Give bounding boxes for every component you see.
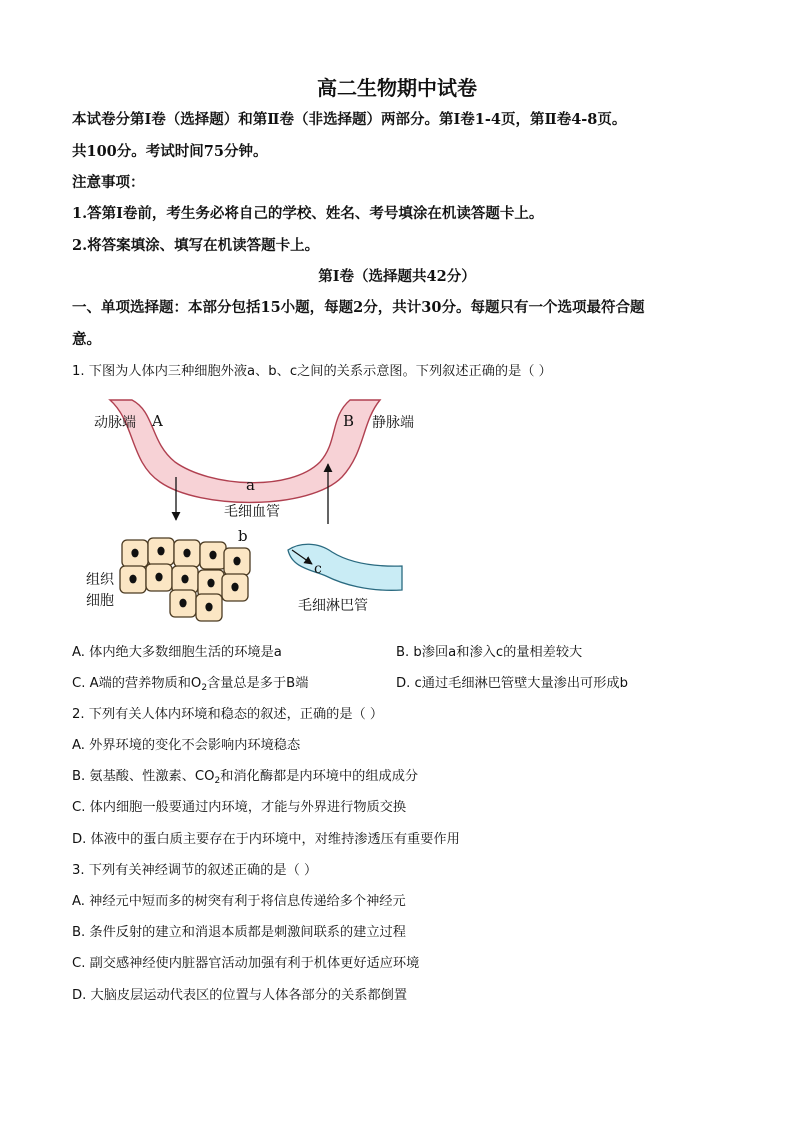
notes-item-1: 1.答第Ⅰ卷前，考生务必将自己的学校、姓名、考号填涂在机读答题卡上。 [72, 205, 544, 222]
cell-nucleus [157, 547, 164, 556]
cell-nucleus [131, 549, 138, 558]
label-a: a [246, 476, 255, 494]
notes-heading: 注意事项： [72, 174, 145, 191]
lymph-capillary [288, 544, 402, 590]
cell-nucleus [207, 579, 214, 588]
label-tissue-line-1: 组织 [86, 572, 114, 588]
cell-nucleus [155, 573, 162, 582]
question-3-stem: 3. 下列有关神经调节的叙述正确的是（ ） [72, 863, 318, 878]
label-B: B [343, 412, 355, 430]
question-3-option-b: B. 条件反射的建立和消退本质都是刺激间联系的建立过程 [72, 925, 406, 940]
cell-nucleus [183, 549, 190, 558]
intro-line-1: 本试卷分第Ⅰ卷（选择题）和第Ⅱ卷（非选择题）两部分。第Ⅰ卷1-4页，第Ⅱ卷4-8页。 [72, 111, 627, 128]
label-lymph-capillary: 毛细淋巴管 [298, 598, 368, 614]
question-3-option-d: D. 大脑皮层运动代表区的位置与人体各部分的关系都倒置 [72, 988, 408, 1003]
question-2-option-d: D. 体液中的蛋白质主要存在于内环境中，对维持渗透压有重要作用 [72, 832, 460, 847]
label-vein-end: 静脉端 [372, 415, 414, 431]
notes-item-2: 2.将答案填涂、填写在机读答题卡上。 [72, 237, 320, 254]
tissue-cells [120, 538, 250, 621]
question-1-option-d: D. c通过毛细淋巴管壁大量渗出可形成b [396, 676, 628, 691]
question-1-stem: 1. 下图为人体内三种细胞外液a、b、c之间的关系示意图。下列叙述正确的是（ ） [72, 364, 552, 379]
intro-line-2: 共100分。考试时间75分钟。 [72, 143, 268, 160]
cell-nucleus [129, 575, 136, 584]
label-A: A [152, 412, 163, 430]
cell-nucleus [179, 599, 186, 608]
label-b: b [238, 527, 248, 545]
part1-instruction-line-1: 一、单项选择题：本部分包括15小题，每题2分，共计30分。每题只有一个选项最符合题 [72, 299, 645, 316]
cell-nucleus [209, 551, 216, 560]
label-capillary: 毛细血管 [224, 504, 280, 520]
part1-instruction-line-2: 意。 [72, 331, 101, 348]
question-2-option-a: A. 外界环境的变化不会影响内环境稳态 [72, 738, 301, 753]
question-3-option-a: A. 神经元中短而多的树突有利于将信息传递给多个神经元 [72, 894, 406, 909]
question-1-option-b: B. b渗回a和渗入c的量相差较大 [396, 645, 583, 660]
label-c: c [314, 561, 322, 577]
label-tissue-line-2: 细胞 [86, 593, 114, 609]
label-artery-end: 动脉端 [94, 415, 136, 431]
cell-nucleus [181, 575, 188, 584]
extracellular-fluid-diagram [80, 392, 420, 622]
section-heading: 第Ⅰ卷（选择题共42分） [318, 268, 476, 285]
cell-nucleus [205, 603, 212, 612]
question-3-option-c: C. 副交感神经使内脏器官活动加强有利于机体更好适应环境 [72, 956, 420, 971]
question-2-option-c: C. 体内细胞一般要通过内环境，才能与外界进行物质交换 [72, 800, 407, 815]
capillary-vessel [110, 400, 380, 502]
cell-nucleus [231, 583, 238, 592]
question-1-option-c: C. A端的营养物质和$O_2$含量总是多于B端 [72, 676, 309, 693]
question-1-option-a: A. 体内绝大多数细胞生活的环境是a [72, 645, 282, 660]
question-2-stem: 2. 下列有关人体内环境和稳态的叙述，正确的是（ ） [72, 707, 384, 722]
question-2-option-b: B. 氨基酸、性激素、$CO_2$和消化酶都是内环境中的组成成分 [72, 769, 419, 786]
cell-nucleus [233, 557, 240, 566]
page-title: 高二生物期中试卷 [317, 76, 477, 100]
